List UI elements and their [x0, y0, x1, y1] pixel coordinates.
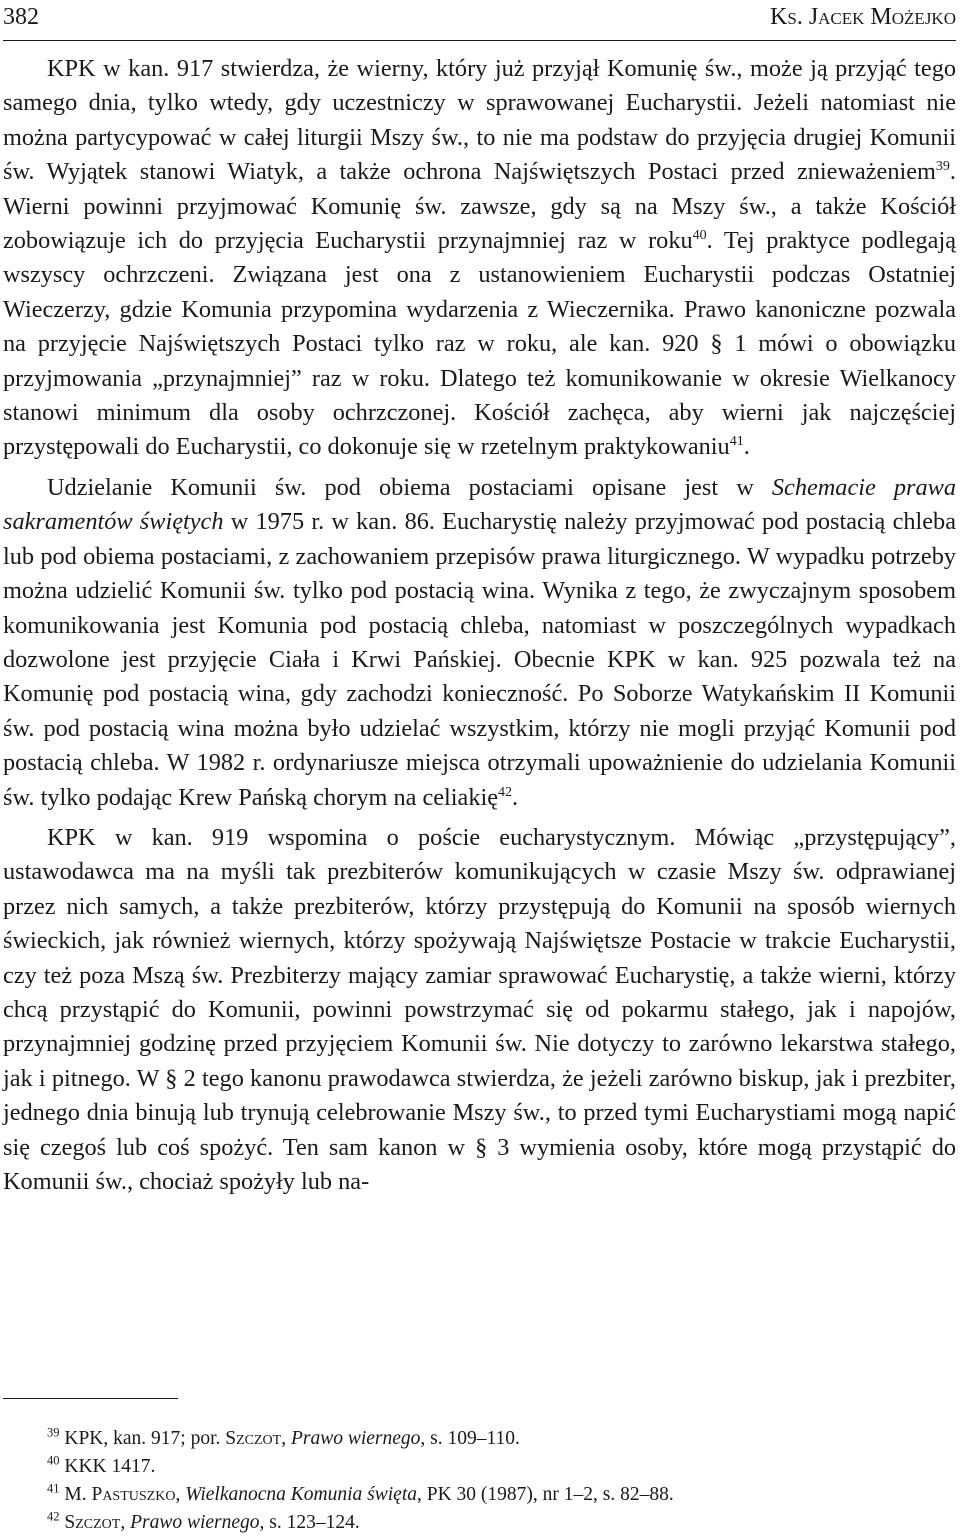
footnote-text: ,: [281, 1428, 291, 1449]
footnotes: [3, 1425, 956, 1537]
footnote-ref-42[interactable]: 42: [498, 784, 513, 800]
page-number: 382: [3, 4, 39, 30]
footnote-ref-41[interactable]: 41: [729, 434, 744, 450]
footnote-mark: 40: [47, 1453, 60, 1468]
footnote-author: Szczot: [225, 1428, 282, 1449]
footnote-text: KPK, kan. 917; por.: [64, 1428, 226, 1449]
footnote-author: Szczot: [64, 1512, 121, 1533]
text-run: .: [512, 783, 519, 811]
footnote-title: Prawo wiernego: [290, 1428, 421, 1449]
italic-title: Schemacie prawa sakramentów świętych: [3, 473, 956, 536]
footnote-41: [3, 1481, 956, 1509]
footnote-author: Pastuszko: [91, 1484, 176, 1505]
text-run: Udzielanie Komunii św. pod obiema postaciami opisane jest w: [47, 473, 772, 501]
footnote-text: KKK 1417.: [64, 1456, 156, 1477]
footnote-mark: 39: [47, 1425, 60, 1440]
footnote-text: M.: [64, 1484, 92, 1505]
text-run: KPK w kan. 919 wspomina o poście eucharystycznym. Mówiąc „przystępujący”, ustawodawca ma na myśli tak prezbiterów komunikujących w czasie Mszy św. odprawianej przez nich samych, a także prezbiterów, którzy przystępują do Komunii na sposób wiernych świeckich, jak również wiernych, którzy spożywają Najświętsze Postacie w trakcie Eucharystii, czy też poza Mszą św. Prezbiterzy mający zamiar sprawować Eucharystię, a także wierni, którzy chcą przystąpić do Komunii, powinni powstrzymać się od pokarmu stałego, jak i napojów, przynajmniej godzinę przed przyjęciem Komunii św. Nie dotyczy to zarówno lekarstwa stałego, jak i pitnego. W § 2 tego kanonu prawodawca stwierdza, że jeżeli zarówno biskup, jak i prezbiter, jednego dnia binują lub trynują celebrowanie Mszy św., to przed tymi Eucharystiami mogą napić się czegoś lub coś spożyć. Ten sam kanon w § 3 wymienia osoby, które mogą przystąpić do Komunii św., chociaż spożyły lub na-: [3, 823, 956, 1195]
running-head: Ks. Jacek Możejko: [770, 4, 956, 30]
text-run: . Wierni powinni przyjmować Komunię św. zawsze, gdy są na Mszy św., a także Kościół zobowiązuje ich do przyjęcia Eucharystii przynajmniej raz w roku: [3, 158, 956, 255]
footnote-40: [3, 1453, 956, 1481]
paragraph-1: [3, 52, 956, 465]
paragraph-2: [3, 471, 956, 815]
footnote-text: , PK 30 (1987), nr 1–2, s. 82–88.: [417, 1484, 674, 1505]
footnote-mark: 41: [47, 1481, 60, 1496]
footnote-rule: [3, 1398, 178, 1399]
footnote-39: [3, 1425, 956, 1453]
footnote-42: [3, 1509, 956, 1537]
body-text: [3, 52, 956, 1199]
footnote-ref-39[interactable]: 39: [935, 159, 950, 175]
footnote-text: , s. 109–110.: [420, 1428, 520, 1449]
footnote-text: ,: [120, 1512, 131, 1533]
footnote-ref-40[interactable]: 40: [692, 227, 707, 243]
header-rule: [3, 40, 956, 41]
text-run: KPK w kan. 917 stwierdza, że wierny, który już przyjął Komunię św., może ją przyjąć tego samego dnia, tylko wtedy, gdy uczestniczy w sprawowanej Eucharystii. Jeżeli natomiast nie można partycypować w całej liturgii Mszy św., to nie ma podstaw do przyjęcia drugiej Komunii św. Wyjątek stanowi Wiatyk, a także ochrona Najświętszych Postaci przed znieważeniem: [3, 55, 956, 186]
paragraph-3: [3, 821, 956, 1199]
footnote-title: Prawo wiernego: [130, 1512, 260, 1533]
page-header: [3, 4, 956, 34]
text-run: w 1975 r. w kan. 86. Eucharystię należy przyjmować pod postacią chleba lub pod obiema postaciami, z zachowaniem przepisów prawa liturgicznego. W wypadku potrzeby można udzielić Komunii św. tylko pod postacią wina. Wynika z tego, że zwyczajnym sposobem komunikowania jest Komunia pod postacią chleba, natomiast w poszczególnych wypadkach dozwolone jest przyjęcie Ciała i Krwi Pańskiej. Obecnie KPK w kan. 925 pozwala też na Komunię pod postacią wina, gdy zachodzi konieczność. Po Soborze Watykańskim II Komunii św. pod postacią wina można było udzielać wszystkim, którzy nie mogli przyjąć Komunii pod postacią chleba. W 1982 r. ordynariusze miejsca otrzymali upoważnienie do udzielania Komunii św. tylko podając Krew Pańską chorym na celiakię: [3, 508, 956, 811]
footnote-text: ,: [175, 1484, 186, 1505]
text-run: .: [743, 433, 750, 461]
footnote-text: , s. 123–124.: [259, 1512, 360, 1533]
footnote-title: Wielkanocna Komunia święta: [185, 1484, 417, 1505]
footnote-mark: 42: [47, 1509, 60, 1524]
text-run: . Tej praktyce podlegają wszyscy ochrzczeni. Związana jest ona z ustanowieniem Eucharystii podczas Ostatniej Wieczerzy, gdzie Komunia przypomina wydarzenia z Wieczernika. Prawo kanoniczne pozwala na przyjęcie Najświętszych Postaci tylko raz w roku, ale kan. 920 § 1 mówi o obowiązku przyjmowania „przynajmniej” raz w roku. Dlatego też komunikowanie w okresie Wielkanocy stanowi minimum dla osoby ochrzczonej. Kościół zachęca, aby wierni jak najczęściej przystępowali do Eucharystii, co dokonuje się w rzetelnym praktykowaniu: [3, 227, 956, 461]
